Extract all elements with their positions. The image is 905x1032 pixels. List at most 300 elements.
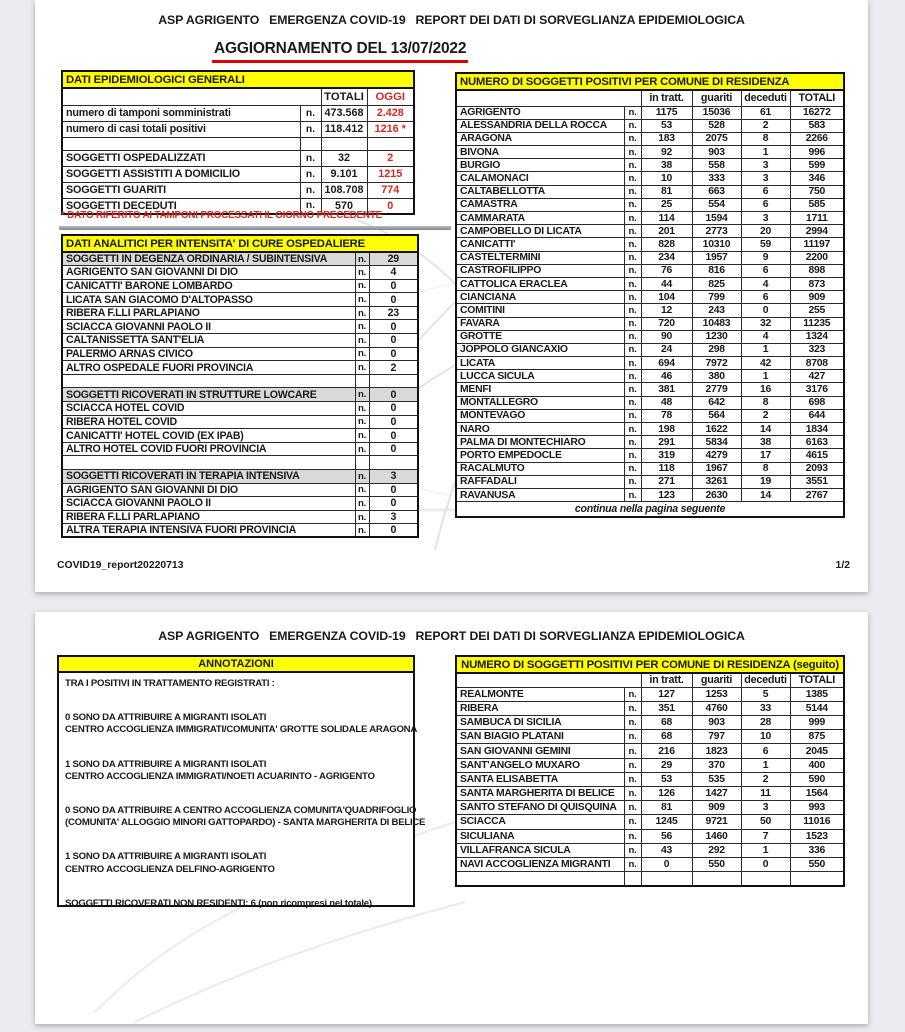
n-label: n.: [355, 429, 369, 443]
in-tratt-value: 56: [641, 829, 692, 843]
n-label: n.: [355, 361, 369, 375]
update-date-heading: AGGIORNAMENTO DEL 13/07/2022: [212, 40, 468, 63]
n-label: n.: [624, 730, 641, 744]
comune-name: SANTO STEFANO DI QUISQUINA: [456, 801, 624, 815]
n-label: n.: [624, 449, 641, 462]
table-row: [456, 396, 844, 409]
deceduti-value: 3: [741, 801, 790, 815]
in-tratt-value: 201: [641, 225, 692, 238]
annotation-line: CENTRO ACCOGLIENZA IMMIGRATI/NOETI ACUARINTO - AGRIGENTO: [65, 770, 375, 782]
row-label: SOGGETTI RICOVERATI IN STRUTTURE LOWCARE: [62, 388, 355, 402]
deceduti-value: 3: [741, 172, 790, 185]
n-label: n.: [624, 370, 641, 383]
deceduti-value: 1: [741, 343, 790, 356]
count-value: 0: [369, 293, 418, 307]
totali-value: 108.708: [321, 182, 367, 198]
guariti-value: 1460: [692, 829, 741, 843]
totali-value: 1564: [790, 787, 844, 801]
n-label: [355, 374, 369, 388]
comune-name: JOPPOLO GIANCAXIO: [456, 343, 624, 356]
n-label: n.: [624, 225, 641, 238]
deceduti-value: 6: [741, 264, 790, 277]
n-label: n.: [624, 343, 641, 356]
table-row: [456, 172, 844, 185]
table-row: [456, 277, 844, 290]
count-value: 0: [369, 497, 418, 511]
deceduti-value: 8: [741, 462, 790, 475]
guariti-value: 2773: [692, 225, 741, 238]
empty-header-cell: [62, 88, 321, 105]
row-label: SOGGETTI GUARITI: [62, 182, 300, 198]
table-row: [62, 279, 418, 293]
in-tratt-value: 53: [641, 119, 692, 132]
guariti-value: 535: [692, 772, 741, 786]
guariti-value: 554: [692, 198, 741, 211]
deceduti-value: 10: [741, 730, 790, 744]
table-row: [62, 137, 414, 150]
table-row: [62, 150, 414, 166]
table-row: [456, 304, 844, 317]
totali-value: 1834: [790, 423, 844, 436]
count-value: 0: [369, 429, 418, 443]
report-filename: COVID19_report20220713: [57, 560, 184, 571]
totali-value: 118.412: [321, 121, 367, 137]
guariti-value: 7972: [692, 357, 741, 370]
table-row: [456, 872, 844, 886]
n-label: n.: [624, 317, 641, 330]
comune-name: SANTA ELISABETTA: [456, 772, 624, 786]
comuni-table-title: NUMERO DI SOGGETTI POSITIVI PER COMUNE DI RESIDENZA: [456, 73, 844, 90]
continua-row: [456, 502, 844, 517]
annotation-line: TRA I POSITIVI IN TRATTAMENTO REGISTRATI :: [65, 678, 275, 689]
table-row: [456, 317, 844, 330]
guariti-value: 298: [692, 343, 741, 356]
row-label: AGRIGENTO SAN GIOVANNI DI DIO: [62, 483, 355, 497]
guariti-value: 564: [692, 409, 741, 422]
comune-name: CALAMONACI: [456, 172, 624, 185]
n-label: n.: [355, 306, 369, 320]
blank-line: [65, 887, 407, 898]
n-label: n.: [624, 185, 641, 198]
n-label: n.: [624, 829, 641, 843]
count-value: 0: [369, 320, 418, 334]
totali-value: [321, 137, 367, 150]
guariti-value: [692, 872, 741, 886]
n-label: n.: [624, 687, 641, 701]
n-label: n.: [624, 744, 641, 758]
in-tratt-value: 183: [641, 132, 692, 145]
deceduti-value: 6: [741, 198, 790, 211]
deceduti-value: 6: [741, 185, 790, 198]
deceduti-value: 1: [741, 146, 790, 159]
in-tratt-value: 46: [641, 370, 692, 383]
in-tratt-value: 381: [641, 383, 692, 396]
row-label: [62, 137, 300, 150]
guariti-value: 2779: [692, 383, 741, 396]
n-label: n.: [355, 388, 369, 402]
deceduti-value: 28: [741, 716, 790, 730]
row-label: PALERMO ARNAS CIVICO: [62, 347, 355, 361]
guariti-value: 1622: [692, 423, 741, 436]
n-label: n.: [624, 843, 641, 857]
table-row: [456, 343, 844, 356]
totali-value: 11016: [790, 815, 844, 829]
table-title-row: [456, 73, 844, 90]
guariti-value: 2075: [692, 132, 741, 145]
in-tratt-value: 118: [641, 462, 692, 475]
in-tratt-value: 234: [641, 251, 692, 264]
table-row: [456, 475, 844, 488]
row-label: CANICATTI' HOTEL COVID (EX IPAB): [62, 429, 355, 443]
blank-line: [65, 748, 407, 759]
guariti-value: 797: [692, 730, 741, 744]
table-row: [62, 510, 418, 524]
comune-name: CAMASTRA: [456, 198, 624, 211]
table-row: [62, 388, 418, 402]
in-tratt-value: 10: [641, 172, 692, 185]
totali-value: 993: [790, 801, 844, 815]
n-label: n.: [355, 510, 369, 524]
row-label: SOGGETTI DECEDUTI: [62, 198, 300, 214]
table-row: [456, 159, 844, 172]
comune-name: SANT'ANGELO MUXARO: [456, 758, 624, 772]
hospital-care-table: [61, 234, 419, 538]
guariti-value: 370: [692, 758, 741, 772]
totali-value: 570: [321, 198, 367, 214]
n-label: [355, 456, 369, 470]
n-label: n.: [300, 121, 321, 137]
totali-value: 996: [790, 146, 844, 159]
annotation-line: (COMUNITA' ALLOGGIO MINORI GATTOPARDO) - SANTA MARGHERITA DI BELICE: [65, 817, 426, 829]
comune-name: CANICATTI': [456, 238, 624, 251]
guariti-value: 333: [692, 172, 741, 185]
table-row: [62, 252, 418, 266]
comune-name: SANTA MARGHERITA DI BELICE: [456, 787, 624, 801]
guariti-value: 909: [692, 801, 741, 815]
comune-name: MENFI: [456, 383, 624, 396]
in-tratt-value: 90: [641, 330, 692, 343]
comune-name: PALMA DI MONTECHIARO: [456, 436, 624, 449]
guariti-value: 1427: [692, 787, 741, 801]
deceduti-value: 0: [741, 857, 790, 871]
guariti-value: 5834: [692, 436, 741, 449]
n-label: n.: [624, 436, 641, 449]
row-label: CALTANISSETTA SANT'ELIA: [62, 334, 355, 348]
in-tratt-value: 81: [641, 801, 692, 815]
section-divider: [59, 226, 451, 230]
table-row: [456, 462, 844, 475]
n-label: [300, 137, 321, 150]
annotations-title: ANNOTAZIONI: [59, 657, 413, 673]
table-row: [456, 264, 844, 277]
column-header-row: [62, 88, 414, 105]
totali-column-header: TOTALI: [790, 673, 844, 687]
n-label: n.: [624, 701, 641, 715]
in-tratt-column-header: in tratt.: [641, 90, 692, 106]
row-label: AGRIGENTO SAN GIOVANNI DI DIO: [62, 266, 355, 280]
n-label: n.: [355, 334, 369, 348]
in-tratt-value: 38: [641, 159, 692, 172]
table-row: [456, 119, 844, 132]
comune-name: CAMMARATA: [456, 212, 624, 225]
comuni-table-page1: [455, 72, 845, 518]
comune-name: COMITINI: [456, 304, 624, 317]
totali-value: 585: [790, 198, 844, 211]
n-label: n.: [355, 497, 369, 511]
row-label: CANICATTI' BARONE LOMBARDO: [62, 279, 355, 293]
table-title-row: [62, 71, 414, 88]
in-tratt-value: 24: [641, 343, 692, 356]
guariti-value: 10483: [692, 317, 741, 330]
n-label: n.: [355, 293, 369, 307]
guariti-value: 4279: [692, 449, 741, 462]
table-row: [456, 449, 844, 462]
deceduti-column-header: deceduti: [741, 90, 790, 106]
count-value: 29: [369, 252, 418, 266]
n-label: n.: [624, 857, 641, 871]
n-label: n.: [355, 524, 369, 538]
annotation-line: 0 SONO DA ATTRIBUIRE A CENTRO ACCOGLIENZA COMUNITA'QUADRIFOGLIO: [65, 805, 417, 817]
deceduti-value: 33: [741, 701, 790, 715]
in-tratt-value: 720: [641, 317, 692, 330]
in-tratt-value: 78: [641, 409, 692, 422]
guariti-value: 816: [692, 264, 741, 277]
table-row: [456, 251, 844, 264]
totali-value: 750: [790, 185, 844, 198]
in-tratt-value: 81: [641, 185, 692, 198]
table-row: [456, 357, 844, 370]
n-label: n.: [624, 172, 641, 185]
n-label: n.: [624, 198, 641, 211]
n-label: n.: [624, 106, 641, 119]
comuni-table-title: NUMERO DI SOGGETTI POSITIVI PER COMUNE DI RESIDENZA (seguito): [456, 656, 844, 673]
row-label: numero di tamponi somministrati: [62, 105, 300, 121]
row-label: RIBERA HOTEL COVID: [62, 415, 355, 429]
deceduti-column-header: deceduti: [741, 673, 790, 687]
comune-name: SAN GIOVANNI GEMINI: [456, 744, 624, 758]
n-label: n.: [624, 383, 641, 396]
n-label: n.: [355, 320, 369, 334]
totali-value: 999: [790, 716, 844, 730]
deceduti-value: 2: [741, 119, 790, 132]
table-row: [456, 815, 844, 829]
oggi-value: 2.428: [367, 105, 414, 121]
table-row: [62, 320, 418, 334]
n-label: n.: [624, 238, 641, 251]
totali-column-header: TOTALI: [321, 88, 367, 105]
report-page-2: [35, 612, 868, 1024]
deceduti-value: 14: [741, 423, 790, 436]
guariti-value: 825: [692, 277, 741, 290]
guariti-value: 1967: [692, 462, 741, 475]
deceduti-value: 61: [741, 106, 790, 119]
comune-name: RIBERA: [456, 701, 624, 715]
in-tratt-value: 198: [641, 423, 692, 436]
n-label: n.: [355, 279, 369, 293]
deceduti-value: 50: [741, 815, 790, 829]
blank-line: [65, 840, 407, 851]
totali-value: 2266: [790, 132, 844, 145]
table-row: [456, 744, 844, 758]
oggi-value: 1215: [367, 166, 414, 182]
n-label: n.: [624, 716, 641, 730]
totali-value: 873: [790, 277, 844, 290]
comune-name: [456, 872, 624, 886]
table-row: [62, 374, 418, 388]
annotation-line: CENTRO ACCOGLIENZA IMMIGRATI/COMUNITA' GROTTE SOLIDALE ARAGONA: [65, 724, 418, 736]
guariti-column-header: guariti: [692, 673, 741, 687]
comune-name: BIVONA: [456, 146, 624, 159]
table-row: [456, 701, 844, 715]
oggi-value: 1216 *: [367, 121, 414, 137]
in-tratt-value: 1245: [641, 815, 692, 829]
totali-value: 1523: [790, 829, 844, 843]
hospital-table-title: DATI ANALITICI PER INTENSITA' DI CURE OSPEDALIERE: [62, 235, 418, 252]
table-row: [62, 266, 418, 280]
n-label: n.: [300, 166, 321, 182]
count-value: 0: [369, 388, 418, 402]
deceduti-value: [741, 872, 790, 886]
comune-name: CATTOLICA ERACLEA: [456, 277, 624, 290]
totali-value: 898: [790, 264, 844, 277]
row-label: ALTRO OSPEDALE FUORI PROVINCIA: [62, 361, 355, 375]
n-label: n.: [624, 304, 641, 317]
table-row: [456, 423, 844, 436]
row-label: LICATA SAN GIACOMO D'ALTOPASSO: [62, 293, 355, 307]
row-label: SCIACCA GIOVANNI PAOLO II: [62, 497, 355, 511]
guariti-value: 528: [692, 119, 741, 132]
table-row: [456, 857, 844, 871]
deceduti-value: 3: [741, 212, 790, 225]
deceduti-value: 1: [741, 370, 790, 383]
n-label: n.: [624, 396, 641, 409]
in-tratt-value: [641, 872, 692, 886]
table-row: [456, 132, 844, 145]
in-tratt-value: 104: [641, 291, 692, 304]
totali-value: 1324: [790, 330, 844, 343]
totali-value: 346: [790, 172, 844, 185]
n-label: n.: [624, 264, 641, 277]
guariti-value: 550: [692, 857, 741, 871]
deceduti-value: 8: [741, 132, 790, 145]
guariti-value: 1957: [692, 251, 741, 264]
table-row: [62, 456, 418, 470]
empty-header-cell: [456, 673, 641, 687]
totali-value: 16272: [790, 106, 844, 119]
table-row: [62, 306, 418, 320]
oggi-value: 2: [367, 150, 414, 166]
n-label: n.: [355, 483, 369, 497]
in-tratt-value: 68: [641, 716, 692, 730]
row-label: RIBERA F.LLI PARLAPIANO: [62, 306, 355, 320]
table-row: [62, 497, 418, 511]
table-row: [62, 415, 418, 429]
comune-name: AGRIGENTO: [456, 106, 624, 119]
table-row: [456, 370, 844, 383]
in-tratt-value: 351: [641, 701, 692, 715]
guariti-value: 1230: [692, 330, 741, 343]
totali-value: 4615: [790, 449, 844, 462]
table-row: [62, 121, 414, 137]
totali-value: 875: [790, 730, 844, 744]
table-row: [62, 470, 418, 484]
deceduti-value: 5: [741, 687, 790, 701]
table-row: [62, 105, 414, 121]
n-label: n.: [300, 150, 321, 166]
table-row: [62, 166, 414, 182]
blank-line: [65, 794, 407, 805]
oggi-value: 0: [367, 198, 414, 214]
in-tratt-value: 1175: [641, 106, 692, 119]
table-row: [62, 483, 418, 497]
table-row: [456, 198, 844, 211]
oggi-value: [367, 137, 414, 150]
comune-name: RACALMUTO: [456, 462, 624, 475]
totali-value: 11197: [790, 238, 844, 251]
continua-note: continua nella pagina seguente: [456, 502, 844, 517]
deceduti-value: 1: [741, 758, 790, 772]
count-value: 0: [369, 524, 418, 538]
n-label: n.: [624, 801, 641, 815]
in-tratt-column-header: in tratt.: [641, 673, 692, 687]
n-label: n.: [624, 815, 641, 829]
totali-value: 590: [790, 772, 844, 786]
comune-name: LICATA: [456, 357, 624, 370]
in-tratt-value: 127: [641, 687, 692, 701]
table-row: [456, 106, 844, 119]
comune-name: SICULIANA: [456, 829, 624, 843]
count-value: 23: [369, 306, 418, 320]
oggi-column-header: OGGI: [367, 88, 414, 105]
totali-value: 2093: [790, 462, 844, 475]
table-row: [456, 730, 844, 744]
in-tratt-value: 25: [641, 198, 692, 211]
table-row: [456, 843, 844, 857]
deceduti-value: 17: [741, 449, 790, 462]
totali-value: 3176: [790, 383, 844, 396]
table-row: [456, 291, 844, 304]
row-label: [62, 456, 355, 470]
comune-name: RAVANUSA: [456, 488, 624, 501]
count-value: 3: [369, 510, 418, 524]
n-label: n.: [624, 251, 641, 264]
table-row: [62, 361, 418, 375]
comune-name: SAN BIAGIO PLATANI: [456, 730, 624, 744]
guariti-value: 642: [692, 396, 741, 409]
comune-name: NARO: [456, 423, 624, 436]
annotation-line: 1 SONO DA ATTRIBUIRE A MIGRANTI ISOLATI: [65, 758, 267, 770]
comune-name: CASTROFILIPPO: [456, 264, 624, 277]
n-label: n.: [624, 409, 641, 422]
comune-name: ALESSANDRIA DELLA ROCCA: [456, 119, 624, 132]
comune-name: CAMPOBELLO DI LICATA: [456, 225, 624, 238]
row-label: SCIACCA HOTEL COVID: [62, 402, 355, 416]
count-value: [369, 374, 418, 388]
count-value: 2: [369, 361, 418, 375]
totali-value: 644: [790, 409, 844, 422]
comuni-table-page2: [455, 655, 845, 887]
n-label: n.: [624, 357, 641, 370]
n-label: n.: [624, 291, 641, 304]
n-label: n.: [300, 105, 321, 121]
guariti-value: 3261: [692, 475, 741, 488]
deceduti-value: 20: [741, 225, 790, 238]
table-row: [456, 801, 844, 815]
comune-name: RAFFADALI: [456, 475, 624, 488]
in-tratt-value: 76: [641, 264, 692, 277]
table-row: [456, 829, 844, 843]
comune-name: FAVARA: [456, 317, 624, 330]
